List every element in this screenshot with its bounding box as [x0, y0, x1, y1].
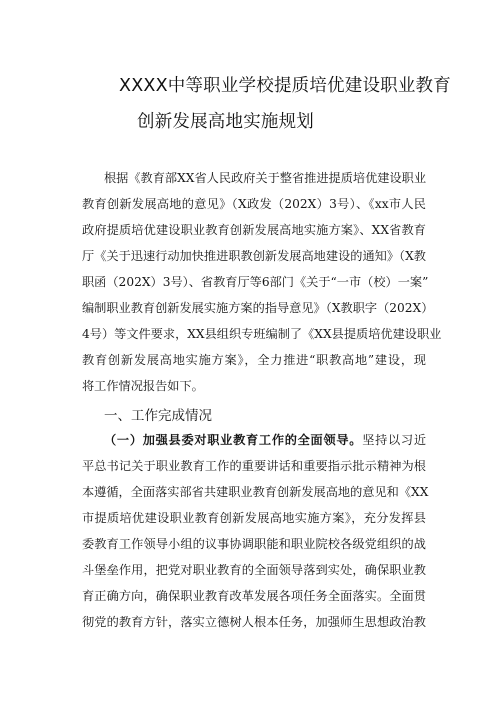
intro-line: 政府提质培优建设职业教育创新发展高地实施方案》、XX省教育: [82, 223, 426, 237]
intro-line: 编制职业教育创新发展实施方案的指导意见》（X教职字（202X）: [82, 301, 434, 315]
paragraph-lead-line: [104, 432, 426, 448]
section-heading: 一、工作完成情况: [104, 408, 212, 424]
paragraph-line: 育正确方向，确保职业教育改革发展各项任务全面落实。全面贯: [82, 589, 426, 603]
intro-line: 厅《关于迅速行动加快推进职教创新发展高地建设的通知》（X教: [82, 249, 426, 263]
paragraph-line: 斗堡垒作用，把党对职业教育的全面领导落到实处，确保职业教: [82, 563, 426, 577]
paragraph-line: 市提质培优建设职业教育创新发展高地实施方案》，充分发挥县: [82, 511, 426, 525]
paragraph-line: 平总书记关于职业教育工作的重要讲话和重要指示批示精神为根: [82, 459, 426, 473]
intro-line: 根据《教育部XX省人民政府关于整省推进提质培优建设职业: [104, 171, 427, 185]
document-title-line-1: XXXX中等职业学校提质培优建设职业教育: [119, 76, 451, 96]
intro-line: 职函（202X）3号）、省教育厅等6部门《关于“一市（校）一案”: [82, 275, 429, 289]
paragraph-line: 委教育工作领导小组的议事协调职能和职业院校各级党组织的战: [82, 537, 426, 551]
paragraph-line: 本遵循，全面落实部省共建职业教育创新发展高地的意见和《XX: [82, 485, 429, 499]
document-title-line-2: 创新发展高地实施规划: [137, 112, 314, 132]
paragraph-lead-bold: （一）加强县委对职业教育工作的全面领导。: [104, 433, 363, 447]
intro-line: 4号）等文件要求，XX县组织专班编制了《XX县提质培优建设职业: [82, 327, 442, 341]
intro-line: 教育创新发展高地的意见》（X政发（202X）3号）、《xx市人民: [82, 197, 426, 211]
paragraph-lead-rest: 坚持以习近: [362, 433, 427, 447]
intro-line: 教育创新发展高地实施方案》，全力推进“职教高地”建设，现: [82, 353, 426, 367]
paragraph-line: 彻党的教育方针，落实立德树人根本任务，加强师生思想政治教: [82, 615, 426, 629]
intro-line: 将工作情况报告如下。: [82, 379, 204, 393]
